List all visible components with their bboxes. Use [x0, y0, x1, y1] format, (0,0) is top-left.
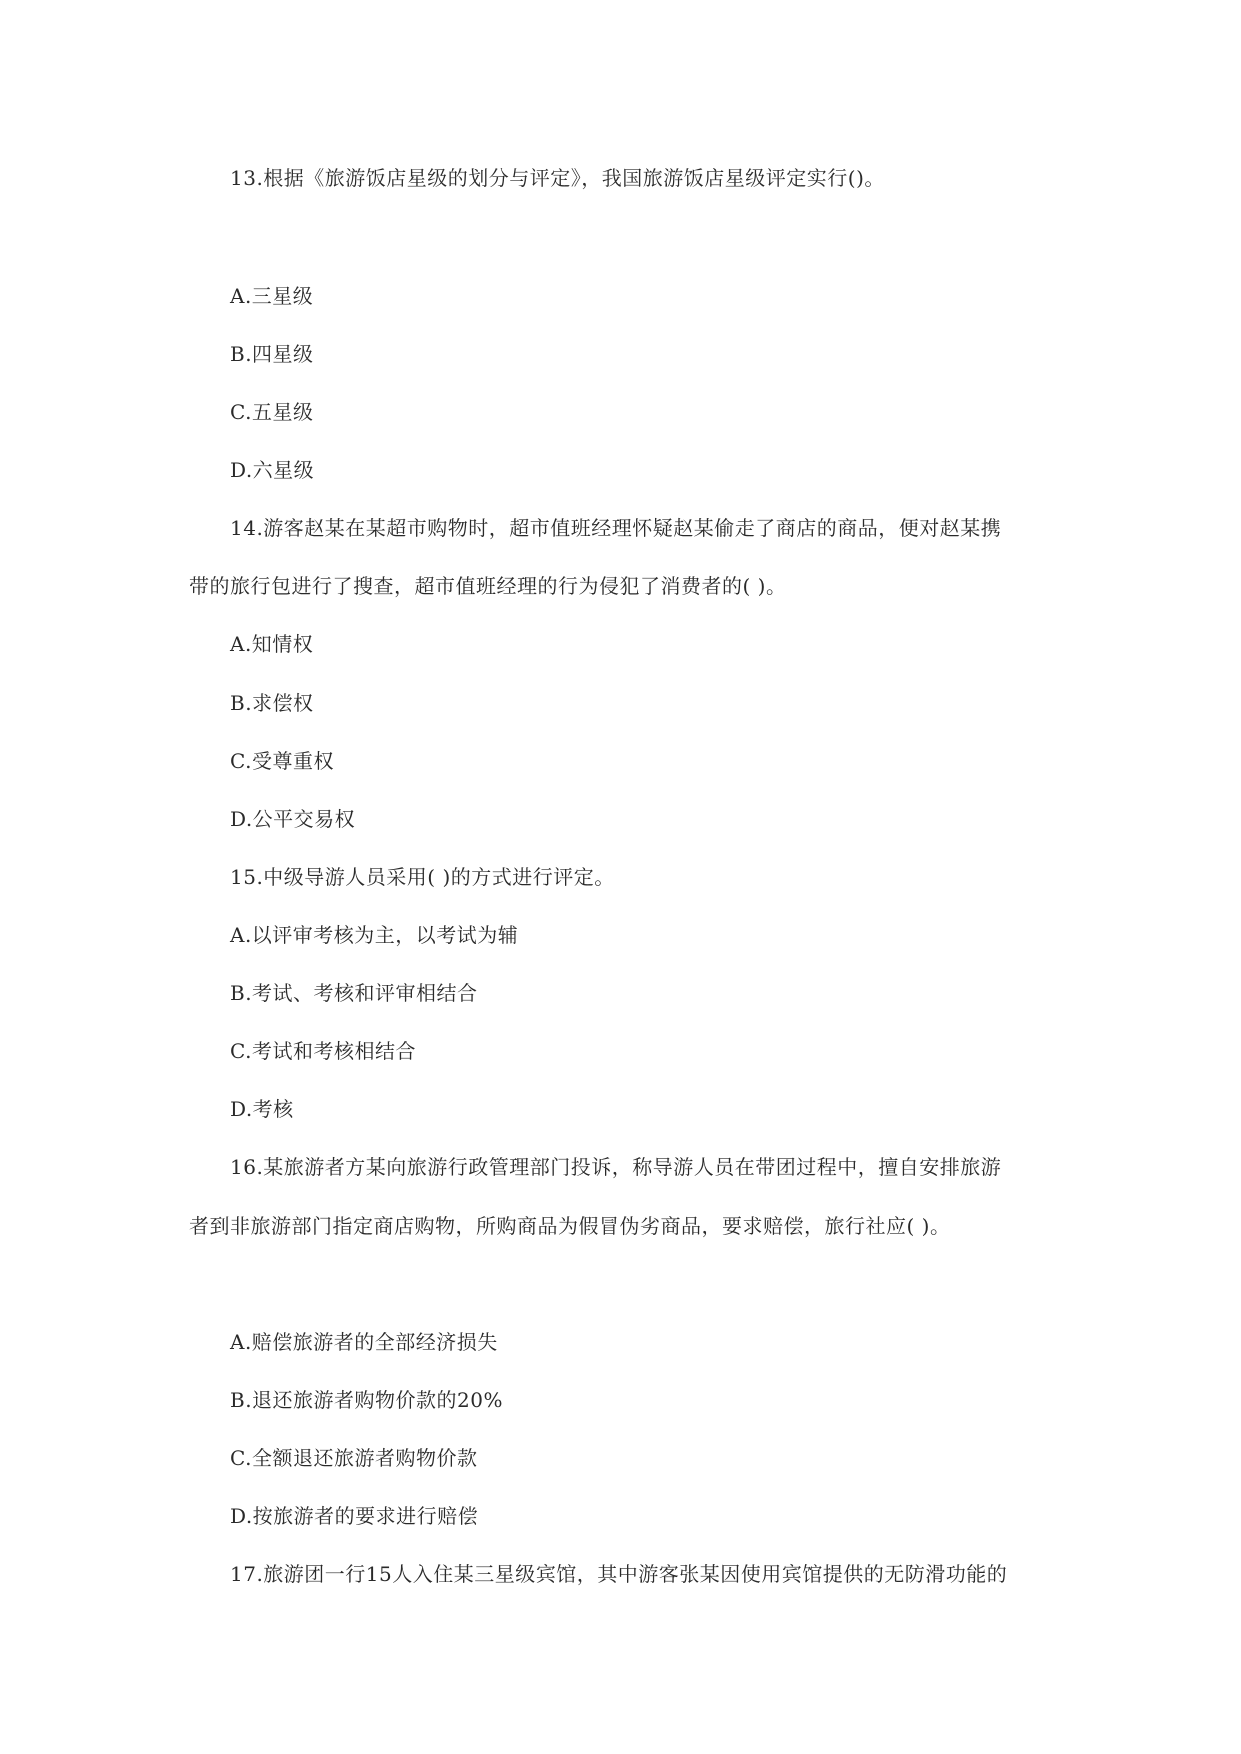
question-15-option-b: B.考试、考核和评审相结合 [230, 981, 478, 1005]
question-14-stem-line-1: 14.游客赵某在某超市购物时，超市值班经理怀疑赵某偷走了商店的商品，便对赵某携 [230, 516, 1002, 540]
question-15-option-d: D.考核 [230, 1097, 294, 1121]
question-16-option-c: C.全额退还旅游者购物价款 [230, 1446, 478, 1470]
question-16-stem-line-2: 者到非旅游部门指定商店购物，所购商品为假冒伪劣商品，要求赔偿，旅行社应( )。 [189, 1214, 951, 1238]
question-13-option-a: A.三星级 [230, 284, 314, 308]
question-15-option-c: C.考试和考核相结合 [230, 1039, 416, 1063]
question-15-option-a: A.以评审考核为主，以考试为辅 [230, 923, 519, 947]
question-13-option-d: D.六星级 [230, 458, 315, 482]
question-16-option-a: A.赔偿旅游者的全部经济损失 [230, 1330, 498, 1354]
question-13-stem: 13.根据《旅游饭店星级的划分与评定》，我国旅游饭店星级评定实行()。 [230, 166, 885, 190]
question-14-option-b: B.求偿权 [230, 691, 314, 715]
question-13-option-c: C.五星级 [230, 400, 314, 424]
question-16-stem-line-1: 16.某旅游者方某向旅游行政管理部门投诉，称导游人员在带团过程中，擅自安排旅游 [230, 1155, 1002, 1179]
question-17-stem: 17.旅游团一行15人入住某三星级宾馆，其中游客张某因使用宾馆提供的无防滑功能的 [230, 1562, 1008, 1586]
question-16-option-d: D.按旅游者的要求进行赔偿 [230, 1504, 479, 1528]
question-14-option-a: A.知情权 [230, 632, 314, 656]
question-13-option-b: B.四星级 [230, 342, 314, 366]
question-14-stem-line-2: 带的旅行包进行了搜查，超市值班经理的行为侵犯了消费者的( )。 [189, 574, 787, 598]
question-16-option-b: B.退还旅游者购物价款的20% [230, 1388, 504, 1412]
question-14-option-c: C.受尊重权 [230, 749, 334, 773]
question-15-stem: 15.中级导游人员采用( )的方式进行评定。 [230, 865, 615, 889]
question-14-option-d: D.公平交易权 [230, 807, 356, 831]
